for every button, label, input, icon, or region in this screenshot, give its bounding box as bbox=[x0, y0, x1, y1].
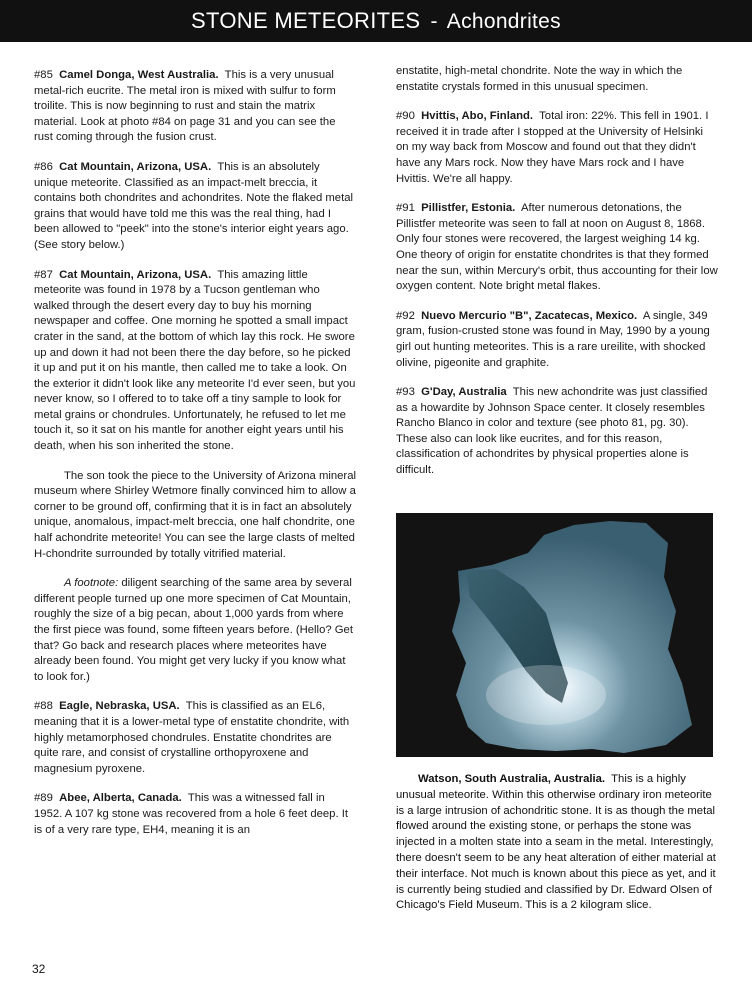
entry-93 bbox=[396, 385, 718, 479]
entry-92 bbox=[396, 309, 718, 371]
meteorite-slice-photo bbox=[396, 513, 713, 757]
caption-heading: Watson, South Australia, Australia. bbox=[418, 773, 606, 785]
entry-90 bbox=[396, 109, 718, 187]
entry-heading: G'Day, Australia bbox=[421, 386, 507, 399]
entry-heading: Camel Donga, West Australia. bbox=[59, 69, 219, 81]
entry-87 bbox=[34, 268, 356, 455]
photo-caption bbox=[396, 772, 718, 914]
entry-number: #92 bbox=[396, 309, 415, 322]
entry-number: #91 bbox=[396, 202, 415, 215]
entry-heading: Eagle, Nebraska, USA. bbox=[59, 700, 180, 713]
entry-86 bbox=[34, 160, 356, 254]
right-column bbox=[396, 64, 718, 493]
footnote bbox=[34, 576, 356, 685]
entry-85 bbox=[34, 68, 356, 146]
entry-heading: Cat Mountain, Arizona, USA. bbox=[59, 160, 212, 173]
entry-number: #93 bbox=[396, 386, 415, 399]
entry-87-continued: The son took the piece to the University of Arizona mineral museum where Shirley Wetmore finally convinced him to allow a corner to be ground off, confirming that it is in fact an absolutely unique, anomalous, impact-melt breccia, one half chondrite, one half achondrite meteorite! You can see the large clasts of melted H-chondrite surrounded by totally vitrified material. bbox=[34, 469, 356, 560]
entry-89 bbox=[34, 791, 356, 838]
entry-number: #87 bbox=[34, 268, 53, 281]
entry-91 bbox=[396, 201, 718, 295]
entry-heading: Hvittis, Abo, Finland. bbox=[421, 110, 534, 123]
meteorite-slice-image bbox=[396, 513, 713, 757]
entry-text: A single, 349 gram, fusion-crusted stone was found in May, 1990 by a young girl out hunting meteorites. This is a rare ureilite, with shocked olivine, pigeonite and graphite. bbox=[396, 309, 710, 369]
page-number: 32 bbox=[32, 962, 46, 976]
entry-text: Total iron: 22%. This fell in 1901. I received it in trade after I stopped at the University of Helsinki on my way back from Moscow and found out that they didn't have any Mars rock. Now they have Mars rock and I have Hvittis. We're all happy. bbox=[396, 110, 709, 185]
entry-heading: Cat Mountain, Arizona, USA. bbox=[59, 268, 212, 281]
page-header bbox=[0, 0, 752, 42]
entry-number: #90 bbox=[396, 110, 415, 123]
footnote-text: diligent searching of the same area by several different people turned up one more specimen of Cat Mountain, roughly the size of a big pecan, about 1,000 yards from where the first piece was found, some fifteen years before. (Hello? Get that? Go back and research places where meteorites have already been found. You might get very lucky if you know what to look for.) bbox=[34, 577, 353, 683]
left-column bbox=[34, 68, 356, 852]
footnote-label: A footnote: bbox=[64, 577, 119, 590]
page-subtitle: Achondrites bbox=[446, 10, 561, 33]
entry-number: #88 bbox=[34, 700, 53, 713]
entry-88 bbox=[34, 699, 356, 777]
title-separator: - bbox=[430, 10, 438, 33]
entry-text: This amazing little meteorite was found in 1978 by a Tucson gentleman who walked through the desert every day to buy his morning newspaper and coffee. One morning he spotted a small impact crater in the sand, at the bottom of which lay this rock. He swore up and down it had not been there the day before, so he picked it up and put it on his mantle, then called me to take a look. On the exterior it didn't look like any meteorite I'd ever seen, but you never know, so I offered to to take off a tiny sample to look for metal grains or chondrules. Unfortunately, he refused to let me touch it, so it sat on his mantle for another eight years until his death, when his son inherited the stone. bbox=[34, 268, 356, 453]
entry-heading: Nuevo Mercurio "B", Zacatecas, Mexico. bbox=[421, 309, 638, 322]
entry-text: After numerous detonations, the Pillistfer meteorite was seen to fall at noon on August 8, 1868. Only four stones were recovered, the largest weighing 14 kg. One theory of origin for enstatite chondrites is that they formed near the sun, within Mercury's orbit, thus accounting for their low oxygen content. Note bright metal flakes. bbox=[396, 202, 718, 293]
entry-89-continued: enstatite, high-metal chondrite. Note the way in which the enstatite crystals formed in this unusual specimen. bbox=[396, 65, 683, 93]
entry-number: #89 bbox=[34, 792, 53, 805]
entry-text: This was a witnessed fall in 1952. A 107 kg stone was recovered from a hole 6 feet deep. It is of a very rare type, EH4, meaning it is an bbox=[34, 792, 349, 836]
entry-text: This is an absolutely unique meteorite. Classified as an impact-melt breccia, it contains both chondrites and achondrites. Note the flaked metal grains that would have told me this was the real thing, had I been allowed to "peek" into the stone's interior eight years ago. (See story below.) bbox=[34, 160, 354, 251]
entry-heading: Pillistfer, Estonia. bbox=[421, 202, 516, 215]
page-title: STONE METEORITES bbox=[191, 8, 421, 33]
entry-number: #85 bbox=[34, 69, 53, 81]
entry-heading: Abee, Alberta, Canada. bbox=[59, 792, 182, 805]
entry-text: This new achondrite was just classified as a howardite by Johnson Space center. It closely resembles Rancho Blanco in color and texture (see photo 81, pg. 30). These also can look like eucrites, and for this reason, classification of achondrites by physical properties alone is difficult. bbox=[396, 386, 708, 477]
entry-text: This is a very unusual metal-rich eucrite. The metal iron is mixed with sulfur to form troilite. This is now beginning to rust and stain the matrix material. Look at photo #84 on page 31 and you can see the rust coming through the fusion crust. bbox=[34, 69, 336, 144]
caption-text: This is a highly unusual meteorite. Within this otherwise ordinary iron meteorite is a large intrusion of achondritic stone. It is as though the metal flowed around the existing stone, or perhaps the stone was injected in a molten state into a seam in the metal. Interestingly, there doesn't seem to be any heat alteration of either material at their interface. Not much is known about this piece as yet, and it is currently being studied and classified by Dr. Edward Olsen of Chicago's Field Museum. This is a 2 kilogram slice. bbox=[396, 773, 716, 912]
entry-text: This is classified as an EL6, meaning that it is a lower-metal type of enstatite chondrite, with highly metamorphosed chondrules. Enstatite chondrites are quite rare, and consist of crystalline orthopyroxene and magnesium pyroxene. bbox=[34, 700, 350, 775]
entry-number: #86 bbox=[34, 160, 53, 173]
